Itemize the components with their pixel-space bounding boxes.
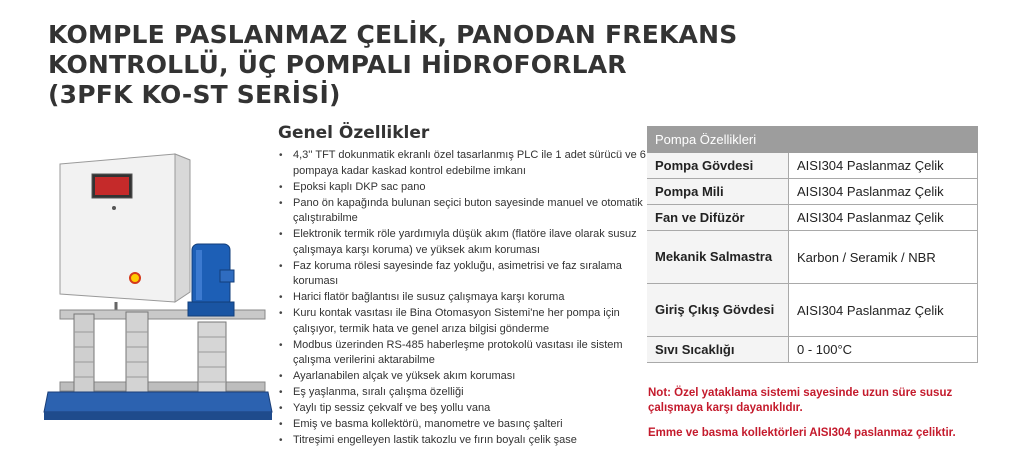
plc-screen <box>95 177 129 195</box>
list-item: • Emiş ve basma kollektörü, manometre ve basınç şalteri <box>276 417 648 433</box>
title-line-2: KONTROLLÜ, ÜÇ POMPALI HİDROFORLAR <box>48 50 627 79</box>
table-header: Pompa Özellikleri <box>647 126 978 153</box>
list-item: • Eş yaşlanma, sıralı çalışma özelliği <box>276 385 648 401</box>
features-heading: Genel Özellikler <box>278 123 430 143</box>
list-item: • Pano ön kapağında bulunan seçici buton sayesinde manuel ve otomatik çalıştırabilme <box>276 196 648 227</box>
main-switch-icon <box>130 273 140 283</box>
table-header-row <box>647 126 978 153</box>
spec-value: AISI304 Paslanmaz Çelik <box>789 205 978 231</box>
list-item: • Modbus üzerinden RS-485 haberleşme protokolü vasıtası ile sistem çalışma verilerini aktarabilme <box>276 338 648 369</box>
spec-value: 0 - 100°C <box>789 337 978 363</box>
features-list <box>276 148 648 449</box>
steel-base <box>44 392 272 412</box>
table-row <box>647 153 978 179</box>
list-item: • Yaylı tip sessiz çekvalf ve beş yollu vana <box>276 401 648 417</box>
spec-value: Karbon / Seramik / NBR <box>789 231 978 284</box>
note-collectors: Emme ve basma kollektörleri AISI304 paslanmaz çeliktir. <box>648 427 956 439</box>
table-row <box>647 337 978 363</box>
spec-key: Pompa Mili <box>647 179 789 205</box>
booster-set-image <box>40 142 276 428</box>
list-item: • Epoksi kaplı DKP sac pano <box>276 180 648 196</box>
table-row <box>647 284 978 337</box>
list-item: • 4,3'' TFT dokunmatik ekranlı özel tasarlanmış PLC ile 1 adet sürücü ve 6 pompaya kadar kaskad kontrol edebilme imkanı <box>276 148 648 179</box>
spec-value: AISI304 Paslanmaz Çelik <box>789 284 978 337</box>
list-item: • Elektronik termik röle yardımıyla düşük akım (flatöre ilave olarak susuz çalışmaya karşı koruma) ve yüksek akım koruması <box>276 227 648 258</box>
notes <box>648 386 988 451</box>
control-panel <box>60 154 190 317</box>
general-features <box>276 122 648 449</box>
page-title <box>48 20 738 110</box>
spec-key: Pompa Gövdesi <box>647 153 789 179</box>
spec-key: Giriş Çıkış Gövdesi <box>647 284 789 337</box>
spec-key: Sıvı Sıcaklığı <box>647 337 789 363</box>
title-line-1: KOMPLE PASLANMAZ ÇELİK, PANODAN FREKANS <box>48 20 738 49</box>
note-bearing: Not: Özel yataklama sistemi sayesinde uzun süre susuz çalışmaya karşı dayanıklıdır. <box>648 387 953 414</box>
list-item: • Kuru kontak vasıtası ile Bina Otomasyon Sistemi'ne her pompa için çalışıyor, termik hata ve genel arıza bilgisi gönderme <box>276 306 648 337</box>
spec-value: AISI304 Paslanmaz Çelik <box>789 179 978 205</box>
list-item: • Faz koruma rölesi sayesinde faz yokluğu, asimetrisi ve faz sıralama koruması <box>276 259 648 290</box>
spec-key: Fan ve Difüzör <box>647 205 789 231</box>
spec-value: AISI304 Paslanmaz Çelik <box>789 153 978 179</box>
title-line-3: (3PFK KO-ST SERİSİ) <box>48 80 341 109</box>
spec-key: Mekanik Salmastra <box>647 231 789 284</box>
pump-specs-table <box>647 126 978 363</box>
list-item: • Ayarlanabilen alçak ve yüksek akım koruması <box>276 369 648 385</box>
list-item: • Harici flatör bağlantısı ile susuz çalışmaya karşı koruma <box>276 290 648 306</box>
list-item: • Titreşimi engelleyen lastik takozlu ve fırın boyalı çelik şase <box>276 433 648 449</box>
table-row <box>647 205 978 231</box>
table-row <box>647 231 978 284</box>
table-row <box>647 179 978 205</box>
